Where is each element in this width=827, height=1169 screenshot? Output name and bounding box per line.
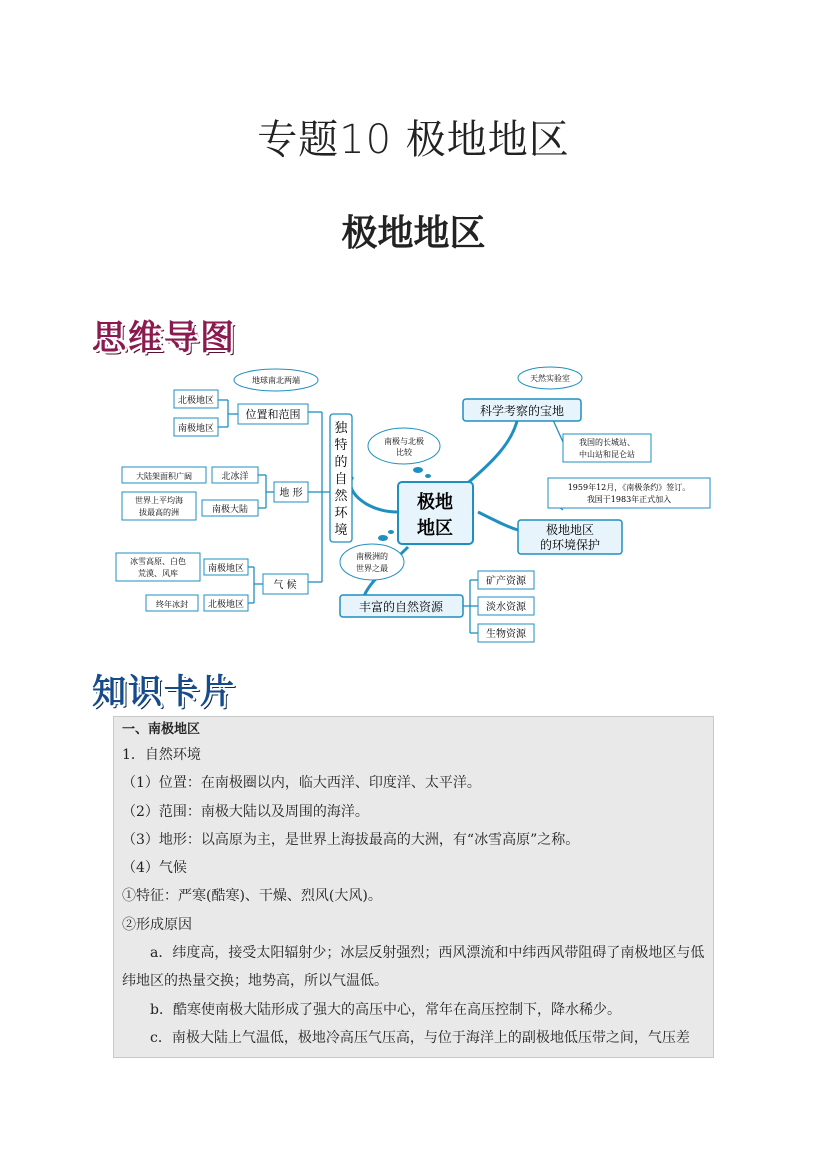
page-title: 专题10 极地地区 [257,117,570,163]
card-line: ①特征：严寒(酷寒)、干燥、烈风(大风)。 [122,888,382,905]
node-terrain: 地 形 [279,488,303,499]
page-subtitle: 极地地区 [341,212,486,254]
node-resource-item: 矿产资源 [486,576,526,587]
card-line: ②形成原因 [122,916,192,933]
node-treaty: 我国于1983年正式加入 [586,495,672,504]
node-antarctica-desc: 拔最高的洲 [139,508,179,517]
node-south-region: 南极地区 [177,424,215,434]
node-arctic-ocean: 北冰洋 [221,472,249,482]
node-climate: 气 候 [273,580,297,591]
center-line-2: 地区 [417,518,453,539]
node-stations: 我国的长城站、 [579,438,635,447]
node-climate-south-desc: 冰雪高原、白色 [130,557,186,566]
card-line: 1．自然环境 [122,747,201,763]
node-science: 科学考察的宝地 [479,404,565,418]
node-treaty: 1959年12月，《南极条约》签订。 [567,483,691,492]
card-paragraph-a: a．纬度高，接受太阳辐射少；冰层反射强烈；西风漂流和中纬西风带阻碍了南极地区与低纬地区的热量交换；地势高，所以气温低。 [122,945,705,990]
card-line: （1）位置：在南极圈以内，临大西洋、印度洋、太平洋。 [122,775,481,792]
card-line: （4）气候 [122,860,187,877]
node-antarctica-desc: 世界上平均海 [135,496,183,505]
node-climate-south: 南极地区 [207,564,245,574]
knowledge-card [113,716,714,1058]
unique-char: 环 [334,506,348,521]
bubble-most: 南极洲的 [356,552,388,561]
unique-char: 特 [334,438,348,453]
cloud-lab: 天然实验室 [530,374,570,383]
knowledge-badge: 知识卡片 [92,672,236,712]
mind-map [108,362,723,647]
node-resource-item: 淡水资源 [486,602,526,613]
bubble-compare: 南极与北极 [384,437,424,446]
card-paragraph-c: c．南极大陆上气温低，极地冷高压气压高，与位于海洋上的副极地低压带之间，气压差 [150,1029,690,1046]
node-protection: 极地地区 [545,523,595,537]
card-line: （2）范围：南极大陆以及周围的海洋。 [122,803,369,820]
node-protection: 的环境保护 [539,538,601,552]
node-climate-north: 北极地区 [207,600,245,610]
node-climate-north-desc: 终年冰封 [156,600,188,609]
node-stations: 中山站和昆仑站 [579,450,635,459]
node-resources: 丰富的自然资源 [358,600,444,614]
node-antarctica: 南极大陆 [211,505,249,515]
card-line: （3）地形：以高原为主，是世界上海拔最高的大洲，有“冰雪高原”之称。 [122,831,580,848]
unique-char: 然 [334,489,348,504]
node-north-region: 北极地区 [177,396,215,406]
unique-char: 境 [334,523,348,538]
center-line-1: 极地 [417,492,453,513]
card-heading: 一、南极地区 [122,722,201,737]
bubble-most: 世界之最 [356,564,388,573]
node-position: 位置和范围 [245,408,301,421]
unique-char: 的 [334,455,348,470]
node-arctic-desc: 大陆架面积广阔 [136,472,192,481]
node-resource-item: 生物资源 [486,629,526,640]
cloud-north-south: 地球南北两端 [252,376,300,385]
bubble-compare: 比较 [396,448,412,457]
mindmap-badge: 思维导图 [92,318,236,358]
card-paragraph-b: b．酷寒使南极大陆形成了强大的高压中心，常年在高压控制下，降水稀少。 [150,1001,621,1018]
node-climate-south-desc: 荒漠、风库 [138,569,178,578]
unique-char: 自 [334,472,348,487]
unique-char: 独 [334,421,348,436]
